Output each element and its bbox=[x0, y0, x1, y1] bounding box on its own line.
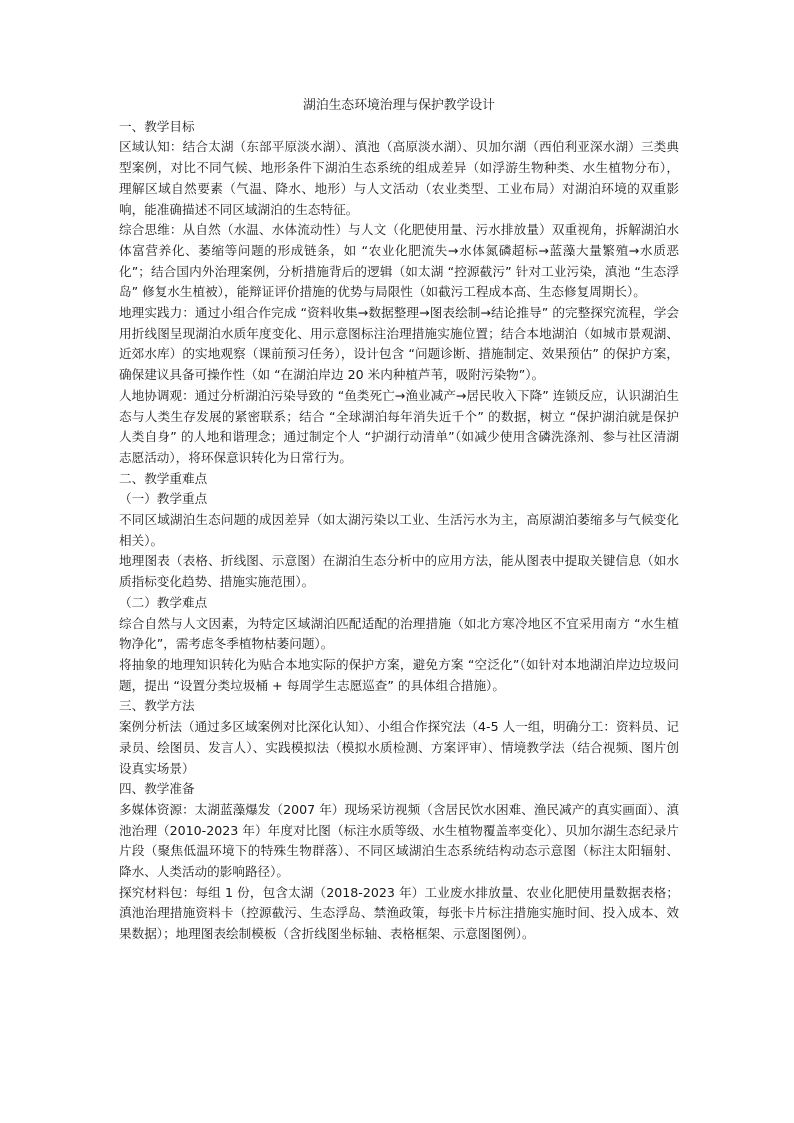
subheading-teaching-difficulty: （二）教学难点 bbox=[119, 594, 208, 610]
paragraph-focus-charts: 地理图表（表格、折线图、示意图）在湖泊生态分析中的应用方法，能从图表中提取关键信息（如水质指标变化趋势、措施实施范围）。 bbox=[119, 553, 679, 590]
paragraph-comprehensive-thinking: 综合思维：从自然（水温、水体流动性）与人文（化肥使用量、污水排放量）双重视角，拆解湖泊水体富营养化、萎缩等问题的形成链条，如 “农业化肥流失→水体氮磷超标→蓝藻大量繁殖→水质恶化”；结合国内外治理案例，分析措施背后的逻辑（如太湖 “控源截污” 针对工业污染，滇池 “生态浮岛” 修复水生植被），能辩证评价措施的优势与局限性（如截污工程成本高、生态修复周期长）。 bbox=[119, 222, 679, 300]
subheading-teaching-focus: （一）教学重点 bbox=[119, 491, 208, 507]
paragraph-geographic-practice: 地理实践力：通过小组合作完成 “资料收集→数据整理→图表绘制→结论推导” 的完整探究流程，学会用折线图呈现湖泊水质年度变化、用示意图标注治理措施实施位置；结合本地湖泊（如城市景观湖、近郊水库）的实地观察（课前预习任务），设计包含 “问题诊断、措施制定、效果预估” 的保护方案，确保建议具备可操作性（如 “在湖泊岸边 20 米内种植芦苇，吸附污染物”）。 bbox=[119, 305, 679, 383]
paragraph-difficulty-measures: 综合自然与人文因素，为特定区域湖泊匹配适配的治理措施（如北方寒冷地区不宜采用南方 “水生植物净化”，需考虑冬季植物枯萎问题）。 bbox=[119, 615, 679, 652]
section-heading-methods: 三、教学方法 bbox=[119, 698, 195, 714]
document-page bbox=[119, 96, 679, 945]
paragraph-regional-cognition: 区域认知：结合太湖（东部平原淡水湖）、滇池（高原淡水湖）、贝加尔湖（西伯利亚深水湖）三类典型案例，对比不同气候、地形条件下湖泊生态系统的组成差异（如浮游生物种类、水生植物分布），理解区域自然要素（气温、降水、地形）与人文活动（农业类型、工业布局）对湖泊环境的双重影响，能准确描述不同区域湖泊的生态特征。 bbox=[119, 139, 679, 217]
paragraph-multimedia-resources: 多媒体资源：太湖蓝藻爆发（2007 年）现场采访视频（含居民饮水困难、渔民减产的真实画面）、滇池治理（2010-2023 年）年度对比图（标注水质等级、水生植物覆盖率变化）、贝加尔湖生态纪录片片段（聚焦低温环境下的特殊生物群落）、不同区域湖泊生态系统结构动态示意图（标注太阳辐射、降水、人类活动的影响路径）。 bbox=[119, 801, 679, 880]
section-heading-key-points: 二、教学重难点 bbox=[119, 470, 208, 486]
document-title: 湖泊生态环境治理与保护教学设计 bbox=[303, 98, 495, 113]
paragraph-difficulty-plan: 将抽象的地理知识转化为贴合本地实际的保护方案，避免方案 “空泛化”（如针对本地湖泊岸边垃圾问题，提出 “设置分类垃圾桶 + 每周学生志愿巡查” 的具体组合措施）。 bbox=[119, 656, 679, 693]
section-heading-objectives: 一、教学目标 bbox=[119, 118, 195, 134]
paragraph-inquiry-materials: 探究材料包：每组 1 份，包含太湖（2018-2023 年）工业废水排放量、农业化肥使用量数据表格；滇池治理措施资料卡（控源截污、生态浮岛、禁渔政策，每张卡片标注措施实施时间、投入成本、效果数据）；地理图表绘制模板（含折线图坐标轴、表格框架、示意图图例）。 bbox=[119, 884, 679, 942]
paragraph-focus-causes: 不同区域湖泊生态问题的成因差异（如太湖污染以工业、生活污水为主，高原湖泊萎缩多与气候变化相关）。 bbox=[119, 512, 679, 548]
section-heading-preparation: 四、教学准备 bbox=[119, 781, 195, 797]
paragraph-methods: 案例分析法（通过多区域案例对比深化认知）、小组合作探究法（4-5 人一组，明确分工：资料员、记录员、绘图员、发言人）、实践模拟法（模拟水质检测、方案评审）、情境教学法（结合视频、图片创设真实场景） bbox=[119, 719, 679, 776]
paragraph-human-earth-harmony: 人地协调观：通过分析湖泊污染导致的 “鱼类死亡→渔业减产→居民收入下降” 连锁反应，认识湖泊生态与人类生存发展的紧密联系；结合 “全球湖泊每年消失近千个” 的数据，树立 “保护湖泊就是保护人类自身” 的人地和谐理念；通过制定个人 “护湖行动清单”（如减少使用含磷洗涤剂、参与社区清湖志愿活动），将环保意识转化为日常行为。 bbox=[119, 387, 679, 465]
